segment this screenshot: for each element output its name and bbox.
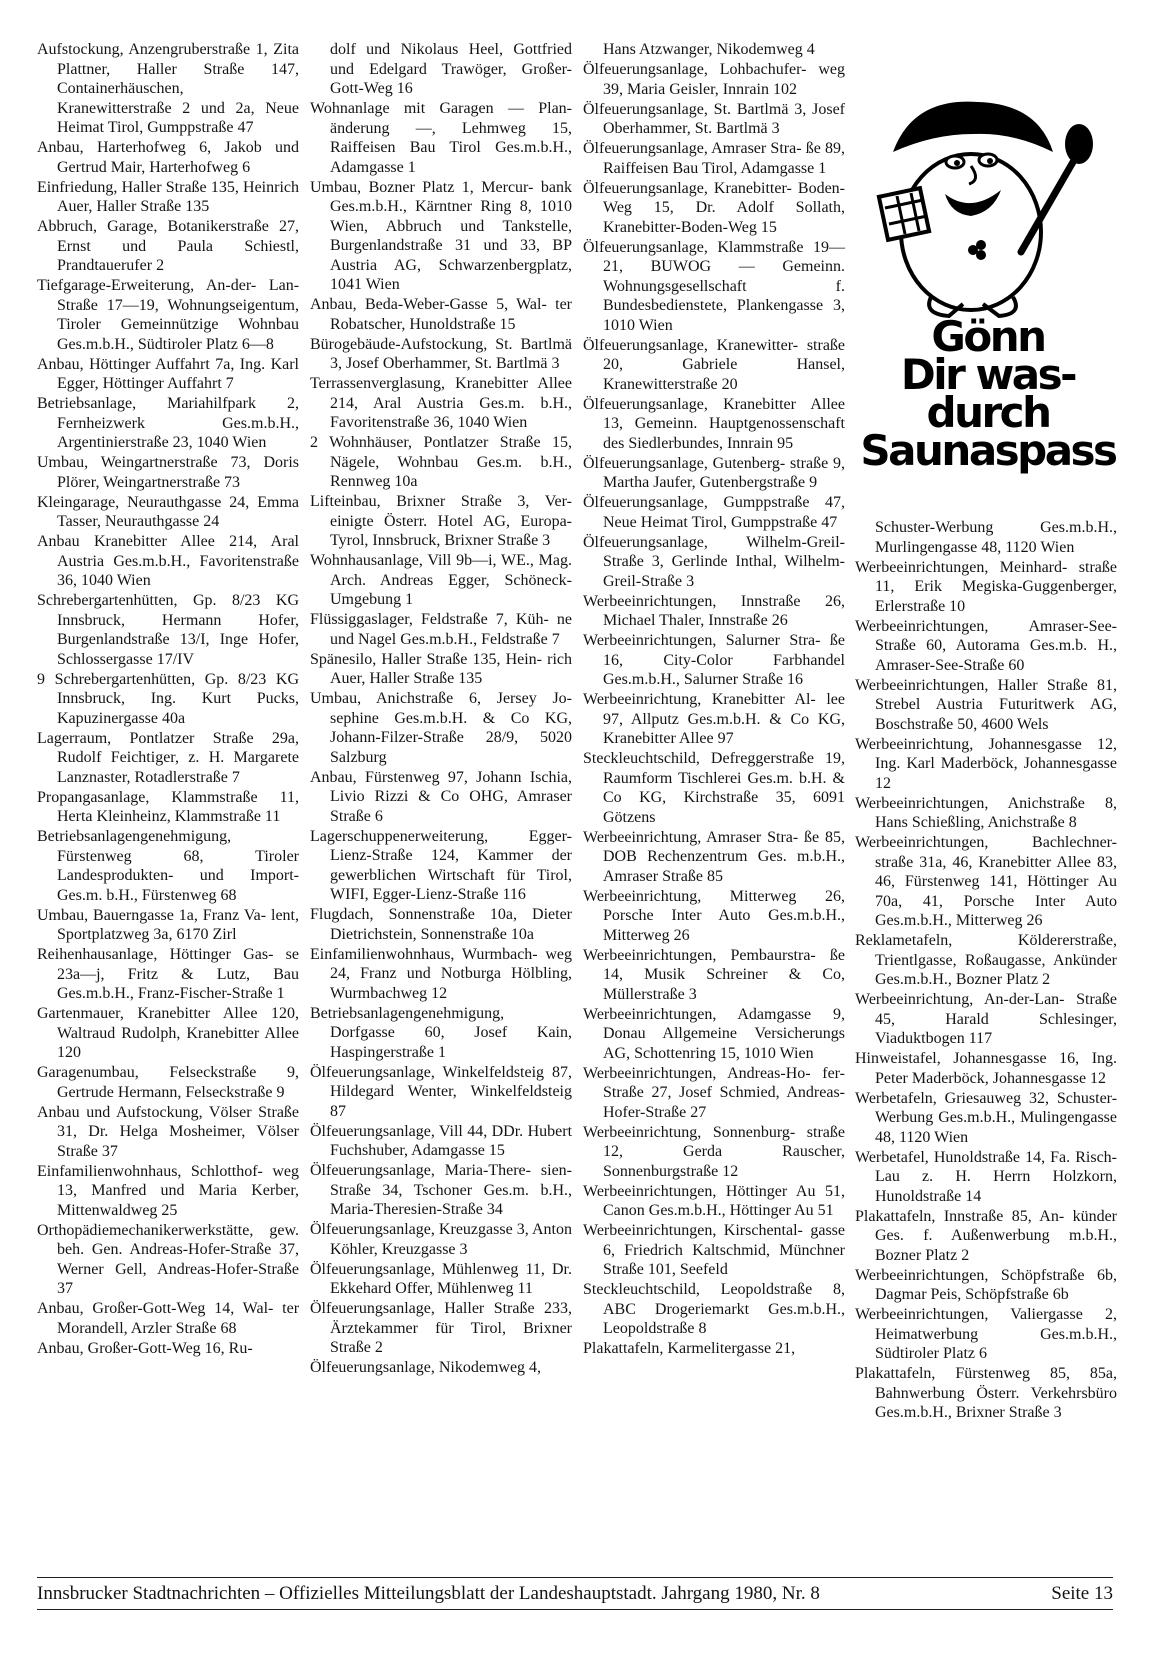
permit-entry: [583, 40, 845, 60]
column-4: [855, 518, 1117, 1423]
permit-entry: [310, 1358, 572, 1378]
entry-first-line: Werbeeinrichtungen, Andreas-Ho-: [583, 1064, 811, 1082]
entry-first-line: Werbeeinrichtung, Amraser Stra-: [583, 828, 799, 846]
slogan-line-2: Dir was-: [900, 350, 1076, 399]
entry-continuation: Trientlgasse, Roßaugasse, Ankünder Ges.m.b.H., Bozner Platz 2: [875, 951, 1117, 988]
permit-entry: [310, 178, 572, 295]
entry-first-line: Ölfeuerungsanlage, Gutenberg-: [583, 454, 786, 472]
entry-first-line: Werbeeinrichtung, An-der-Lan-: [855, 991, 1065, 1008]
entry-continuation: Ing. Peter Maderböck, Johannesgasse 12: [875, 1050, 1118, 1087]
entry-first-line: Anbau, Beda-Weber-Gasse 5, Wal-: [310, 296, 547, 313]
entry-first-line: Werbeeinrichtungen, Meinhard-: [855, 558, 1068, 576]
permit-entry: [310, 768, 572, 827]
entry-continuation: Boden-Weg 15, Dr. Adolf Sollath, Kranebitter-Boden-Weg 15: [603, 179, 845, 236]
entry-continuation: 19—21, BUWOG — Gemeinn. Wohnungsgesellschaft f. Bundesbedienstete, Plankengasse 3, 1010 Wien: [603, 238, 845, 334]
permit-entry: [37, 1103, 299, 1162]
permit-entry: [583, 179, 845, 238]
entry-first-line: Ölfeuerungsanlage, Haller Straße: [310, 1300, 535, 1317]
permit-entry: [855, 990, 1117, 1049]
entry-first-line: Ölfeuerungsanlage, Kranebitter-: [583, 179, 792, 197]
entry-first-line: Werbeeinrichtung, Kranebitter Al-: [583, 691, 816, 708]
entry-continuation: weg 39, Maria Geisler, Innrain 102: [603, 61, 846, 98]
entry-first-line: Einfamilienwohnhaus, Wurmbach-: [310, 945, 538, 963]
entry-continuation: straße 31a, 46, Kranebitter Allee 83, 46, Fürstenweg 141, Höttinger Au 70a, 41, Porsche Inter Auto Ges.m.b.H., Mitterweg 26: [875, 853, 1117, 929]
entry-continuation: sephine Ges.m.b.H. & Co KG, Johann-Filzer-Straße 28/9, 5020 Salzburg: [330, 709, 572, 766]
entry-first-line: Flüssiggaslager, Feldstraße 7, Küh-: [310, 611, 549, 628]
permit-entry: [37, 532, 299, 591]
permit-entry: [37, 178, 299, 217]
permit-entry: [310, 295, 572, 334]
entry-first-line: Aufstockung, Anzengruberstraße 1,: [37, 41, 268, 58]
permit-entry: [310, 492, 572, 551]
entry-continuation: se 23a—j, Fritz & Lutz, Bau Ges.m.b.H., Franz-Fischer-Straße 1: [57, 946, 299, 1002]
permit-entry: [310, 551, 572, 610]
permit-entry: [37, 1004, 299, 1063]
entry-continuation: Austria Ges.m.b.H., Favoritenstraße 36, 1040 Wien: [57, 552, 299, 589]
permit-entry: [37, 138, 299, 177]
entry-first-line: Ölfeuerungsanlage, Klammstraße: [583, 238, 804, 256]
entry-first-line: Anbau, Harterhofweg 6, Jakob: [37, 139, 262, 156]
entry-continuation: 15, Nägele, Wohnbau Ges.m. b.H., Rennweg 10a: [330, 434, 573, 490]
entry-continuation: Gertrude Hermann, Felseckstraße 9: [57, 1083, 285, 1101]
entry-continuation: Porsche Inter Auto Ges.m.b.H., Mitterweg 26: [603, 907, 845, 944]
permit-entry: [310, 1004, 572, 1063]
entry-first-line: Betriebsanlagengenehmigung,: [310, 1004, 505, 1022]
permit-entry: [855, 1148, 1117, 1207]
entry-first-line: Werbeeinrichtungen, Haller Straße: [855, 676, 1088, 694]
permit-entry: [855, 676, 1117, 735]
entry-continuation: Schuster-Werbung Ges.m.b.H., Murlingengasse 48, 1120 Wien: [875, 519, 1117, 556]
entry-first-line: Werbeeinrichtungen, Anichstraße: [855, 794, 1085, 812]
entry-continuation: Donau Allgemeine Versicherungs AG, Schottenring 15, 1010 Wien: [603, 1025, 845, 1062]
entry-continuation: 27, Ernst und Paula Schiestl, Prandtauerufer 2: [57, 218, 300, 274]
entry-continuation: 120, Waltraud Rudolph, Kranebitter Allee 120: [57, 1005, 300, 1061]
entry-first-line: Werbeeinrichtungen, Pembaurstra-: [583, 946, 816, 964]
entry-continuation: Dietrichstein, Sonnenstraße 10a: [330, 925, 534, 943]
entry-continuation: Anton Köhler, Kreuzgasse 3: [330, 1221, 572, 1258]
entry-continuation: Michael Thaler, Innstraße 26: [603, 612, 788, 629]
entry-first-line: Anbau, Fürstenweg 97, Johann: [310, 768, 522, 786]
entry-first-line: Werbeeinrichtung, Sonnenburg-: [583, 1123, 796, 1141]
entry-first-line: Werbeeinrichtungen, Amraser-See-: [855, 617, 1117, 635]
permit-entry: [583, 749, 845, 827]
permit-entry: [583, 139, 845, 178]
permit-entry: [37, 1299, 299, 1338]
entry-first-line: Anbau und Aufstockung, Völser: [37, 1103, 252, 1121]
entry-continuation: ße 16, City-Color Farbhandel Ges.m.b.H., Salurner Straße 16: [603, 632, 845, 688]
permit-entry: [855, 558, 1117, 617]
permit-entry: [310, 374, 572, 433]
permit-entry: [583, 100, 845, 139]
entry-first-line: Abbruch, Garage, Botanikerstraße: [37, 218, 269, 235]
entry-continuation: weg 24, Franz und Notburga Hölbling, Wurmbachweg 12: [330, 945, 573, 1002]
entry-first-line: Orthopädiemechanikerwerkstätte,: [37, 1221, 254, 1239]
permit-entry: [583, 592, 845, 631]
permit-entry: [37, 355, 299, 394]
permit-entry: [310, 1063, 572, 1122]
entry-first-line: Schrebergartenhütten, Gp. 8/23: [37, 592, 261, 609]
entry-first-line: Werbeeinrichtungen, Salurner Stra-: [583, 632, 821, 649]
entry-first-line: Tiefgarage-Erweiterung, An-der-: [37, 277, 257, 294]
entry-first-line: Ölfeuerungsanlage, Maria-There-: [310, 1162, 531, 1179]
entry-first-line: Wohnhausanlage, Vill 9b—i, WE.,: [310, 552, 534, 569]
entry-continuation: KG Innsbruck, Ing. Kurt Pucks, Kapuzinergasse 40a: [57, 670, 299, 727]
entry-continuation: 6b, Dagmar Peis, Schöpfstraße 6b: [875, 1266, 1117, 1303]
permit-entry: [310, 1260, 572, 1299]
permit-entry: [583, 1339, 845, 1359]
entry-first-line: Anbau, Großer-Gott-Weg 16, Ru-: [37, 1339, 253, 1357]
entry-continuation: Dorfgasse 60, Josef Kain, Haspingerstraße 1: [330, 1024, 572, 1061]
permit-entry: [310, 40, 572, 99]
entry-continuation: straße 20, Gabriele Hansel, Kranewitterstraße 20: [603, 336, 846, 393]
entry-first-line: Anbau, Großer-Gott-Weg 14, Wal-: [37, 1300, 274, 1317]
permit-entry: [310, 1161, 572, 1220]
entry-first-line: Umbau, Anichstraße 6, Jersey Jo-: [310, 690, 572, 707]
entry-continuation: Mag. Arch. Andreas Egger, Schöneck-Umgebung 1: [330, 552, 572, 608]
entry-first-line: Spänesilo, Haller Straße 135, Hein-: [310, 650, 542, 668]
permit-entry: [37, 729, 299, 788]
permit-entry: [583, 887, 845, 946]
permit-entry: [855, 518, 1117, 557]
entry-first-line: Flugdach, Sonnenstraße 10a, Dieter: [310, 906, 572, 923]
entry-continuation: Risch-Lau z. H. Herrn Holzkorn, Hunoldstraße 14: [875, 1148, 1117, 1205]
entry-continuation: Herta Kleinheinz, Klammstraße 11: [57, 808, 281, 825]
permit-entry: [583, 1123, 845, 1182]
entry-continuation: KG Innsbruck, Hermann Hofer, Burgenlandstraße 13/I, Inge Hofer, Schlossergasse 17/IV: [57, 592, 299, 668]
entry-first-line: Bürogebäude-Aufstockung, St.: [310, 335, 513, 353]
entry-continuation: lee 97, Allputz Ges.m.b.H. & Co KG, Kranebitter Allee 97: [603, 691, 845, 747]
entry-continuation: Ischia, Livio Rizzi & Co OHG, Amraser Straße 6: [330, 768, 573, 825]
entry-first-line: Werbeeinrichtung, Mitterweg 26,: [583, 887, 845, 905]
permit-entry: [37, 591, 299, 669]
entry-first-line: Ölfeuerungsanlage, Nikodemweg 4,: [310, 1359, 542, 1376]
entry-first-line: Ölfeuerungsanlage, Vill 44, DDr.: [310, 1122, 524, 1140]
permit-entry: [583, 336, 845, 395]
entry-continuation: 87, Hildegard Wenter, Winkelfeldsteig 87: [330, 1063, 572, 1120]
permit-entry: [37, 827, 299, 905]
entry-first-line: Hinweistafel, Johannesgasse 16,: [855, 1050, 1080, 1067]
permit-entry: [855, 1089, 1117, 1148]
entry-first-line: Ölfeuerungsanlage, St. Bartlmä 3,: [583, 100, 807, 118]
entry-continuation: lent, Sportplatzweg 3a, 6170 Zirl: [57, 906, 299, 943]
permit-entry: [310, 610, 572, 649]
entry-first-line: Betriebsanlage, Mariahilfpark 2,: [37, 395, 299, 412]
entry-continuation: Rudolf Feichtiger, z. H. Margarete Lanznaster, Rotadlerstraße 7: [57, 749, 299, 786]
permit-entry: [37, 1221, 299, 1299]
entry-continuation: einigte Österr. Hotel AG, Europa-Tyrol, Innsbruck, Brixner Straße 3: [330, 512, 572, 549]
footer-rule-bottom: [37, 1609, 1113, 1610]
sauna-mascot-illustration: [853, 92, 1113, 322]
permit-entry: [583, 395, 845, 454]
permit-entry: [583, 238, 845, 336]
entry-first-line: Reihenhausanlage, Höttinger Gas-: [37, 946, 274, 963]
entry-continuation: Fernheizwerk Ges.m.b.H., Argentinierstraße 23, 1040 Wien: [57, 414, 299, 451]
entry-first-line: Kleingarage, Neurauthgasse 24,: [37, 493, 250, 511]
entry-continuation: Lan-Straße 17—19, Wohnungseigentum, Tiroler Gemeinnützige Wohnbau Ges.m.b.H., Südtiroler Platz 6—8: [57, 277, 300, 353]
permit-entry: [310, 433, 572, 492]
entry-continuation: Straße 31, Dr. Helga Mosheimer, Völser Straße 37: [57, 1103, 300, 1160]
permit-entry: [37, 394, 299, 453]
entry-first-line: Werbeeinrichtungen, Höttinger Au: [583, 1182, 816, 1200]
entry-continuation: Bahnwerbung Österr. Verkehrsbüro Ges.m.b.H., Brixner Straße 3: [875, 1384, 1117, 1421]
permit-entry: [37, 1339, 299, 1359]
permit-entry: [583, 1280, 845, 1339]
permit-entry: [37, 217, 299, 276]
entry-first-line: Ölfeuerungsanlage, Mühlenweg 11,: [310, 1260, 545, 1278]
permit-entry: [583, 631, 845, 690]
permit-entry: [310, 827, 572, 905]
entry-continuation: 81, Strebel Austria Futuritwerk AG, Boschstraße 50, 4600 Wels: [875, 676, 1118, 733]
entry-continuation: Schuster-Werbung Ges.m.b.H., Mulingengasse 48, 1120 Wien: [875, 1089, 1118, 1146]
entry-continuation: und Gertrud Mair, Harterhofweg 6: [57, 139, 300, 176]
entry-first-line: Umbau, Bauerngasse 1a, Franz Va-: [37, 906, 267, 924]
entry-first-line: Werbeeinrichtungen, Valiergasse 2,: [855, 1306, 1117, 1323]
entry-continuation: Emma Tasser, Neurauthgasse 24: [57, 493, 299, 530]
slogan-line-1: Gönn: [931, 312, 1045, 361]
entry-first-line: Terrassenverglasung, Kranebitter: [310, 375, 529, 392]
sauna-slogan: [853, 312, 1123, 475]
entry-continuation: Allee 214, Aral Austria Ges.m. b.H., Favoritenstraße 36, 1040 Wien: [330, 375, 572, 431]
entry-first-line: Einfamilienwohnhaus, Schlotthof-: [37, 1162, 263, 1180]
entry-first-line: Steckleuchtschild, Defreggerstraße: [583, 750, 814, 767]
permit-entry: [583, 828, 845, 887]
slogan-line-3: durch: [926, 388, 1050, 437]
permit-entry: [583, 60, 845, 99]
entry-first-line: Ölfeuerungsanlage, Amraser Stra-: [583, 140, 802, 157]
entry-continuation: Ing. Karl Egger, Höttinger Auffahrt 7: [57, 355, 300, 392]
permit-entry: [855, 1207, 1117, 1266]
permit-entry: [37, 276, 299, 354]
permit-entry: [37, 906, 299, 945]
permit-entry: [583, 1005, 845, 1064]
entry-continuation: straße 12, Gerda Rauscher, Sonnenburgstraße 12: [603, 1123, 845, 1180]
entry-continuation: 51, Canon Ges.m.b.H., Höttinger Au 51: [603, 1182, 845, 1219]
permit-entry: [310, 905, 572, 944]
entry-first-line: Werbetafeln, Griesauweg 32,: [855, 1089, 1049, 1107]
entry-continuation: weg 13, Manfred und Maria Kerber, Mittenwaldweg 25: [57, 1162, 299, 1219]
entry-continuation: straße 9, Martha Jaufer, Gutenbergstraße 9: [603, 454, 845, 491]
permit-entry: [855, 1266, 1117, 1305]
entry-first-line: Werbeeinrichtungen, Innstraße 26,: [583, 592, 845, 610]
permit-entry: [855, 794, 1117, 833]
entry-first-line: Werbetafel, Hunoldstraße 14, Fa.: [855, 1148, 1071, 1166]
entry-first-line: Werbeeinrichtungen, Schöpfstraße: [855, 1266, 1085, 1284]
entry-continuation: 12, Ing. Karl Maderböck, Johannesgasse 12: [875, 735, 1117, 792]
entry-continuation: fer-Straße 27, Josef Schmied, Andreas-Hofer-Straße 27: [603, 1064, 845, 1121]
entry-first-line: Lagerschuppenerweiterung, Egger-: [310, 827, 572, 845]
entry-continuation: straße 11, Erik Megiska-Guggenberger, Erlerstraße 10: [875, 558, 1117, 615]
permit-entry: [310, 650, 572, 689]
permit-entry: [583, 1221, 845, 1280]
permit-entry: [310, 689, 572, 767]
permit-entry: [583, 1182, 845, 1221]
permit-entry: [583, 454, 845, 493]
permit-entry: [583, 1064, 845, 1123]
permit-entry: [855, 1305, 1117, 1364]
entry-continuation: Lienz-Straße 124, Kammer der gewerblichen Wirtschaft für Tirol, WIFI, Egger-Lienz-Straße 116: [330, 847, 572, 903]
entry-first-line: Umbau, Weingartnerstraße 73,: [37, 454, 251, 471]
entry-first-line: Propangasanlage, Klammstraße 11,: [37, 788, 299, 806]
entry-continuation: änderung —, Lehmweg 15, Raiffeisen Bau Tirol Ges.m.b.H., Adamgasse 1: [330, 119, 572, 176]
entry-first-line: Ölfeuerungsanlage, Wilhelm-Greil-: [583, 533, 845, 551]
entry-first-line: Werbeeinrichtungen, Adamgasse 9,: [583, 1005, 845, 1023]
entry-continuation: Straße 3, Gerlinde Inthal, Wilhelm-Greil-Straße 3: [603, 553, 845, 590]
entry-continuation: bank Ges.m.b.H., Kärntner Ring 8, 1010 Wien, Abbruch und Tankstelle, Burgenlandstraße 31 und 33, BP Austria AG, Schwarzenbergplatz, 1041 Wien: [330, 178, 572, 293]
entry-first-line: 2 Wohnhäuser, Pontlatzer Straße: [310, 434, 541, 451]
permit-entry: [855, 833, 1117, 931]
footer-publication-title: Innsbrucker Stadtnachrichten – Offizielles Mitteilungsblatt der Landeshauptstadt. Jahrgang 1980, Nr. 8: [37, 1583, 820, 1604]
entry-continuation: Doris Plörer, Weingartnerstraße 73: [57, 454, 300, 491]
entry-continuation: ABC Drogeriemarkt Ges.m.b.H., Leopoldstraße 8: [603, 1300, 845, 1337]
entry-first-line: Ölfeuerungsanlage, Kranewitter-: [583, 336, 799, 354]
entry-first-line: Wohnanlage mit Garagen — Plan-: [310, 100, 572, 117]
entry-first-line: Ölfeuerungsanlage, Kreuzgasse 3,: [310, 1221, 529, 1238]
entry-first-line: Werbeeinrichtungen, Kirschental-: [583, 1222, 803, 1239]
entry-continuation: Hubert Fuchshuber, Adamgasse 15: [330, 1122, 573, 1159]
entry-first-line: Garagenumbau, Felseckstraße 9,: [37, 1064, 299, 1081]
permit-entry: [583, 946, 845, 1005]
entry-first-line: Werbeeinrichtung, Johannesgasse: [855, 735, 1082, 753]
entry-continuation: künder Ges. f. Außenwerbung m.b.H., Bozner Platz 2: [875, 1207, 1117, 1264]
entry-first-line: Werbeeinrichtungen, Bachlechner-: [855, 834, 1117, 851]
permit-entry: [37, 945, 299, 1004]
entry-first-line: Betriebsanlagengenehmigung,: [37, 828, 232, 845]
permit-entry: [37, 493, 299, 532]
permit-entry: [855, 617, 1117, 676]
permit-entry: [583, 533, 845, 592]
entry-first-line: Umbau, Bozner Platz 1, Mercur-: [310, 178, 534, 196]
permit-entry: [37, 788, 299, 827]
permit-entry: [310, 335, 572, 374]
entry-continuation: gasse 6, Friedrich Kaltschmid, Münchner Straße 101, Seefeld: [603, 1222, 845, 1278]
entry-continuation: dolf und Nikolaus Heel, Gottfried und Edelgard Trawöger, Großer-Gott-Weg 16: [330, 41, 572, 97]
column-1: [37, 40, 299, 1359]
entry-continuation: 47, Neue Heimat Tirol, Gumppstraße 47: [603, 494, 845, 531]
entry-first-line: Anbau, Höttinger Auffahrt 7a,: [37, 355, 235, 373]
entry-first-line: Ölfeuerungsanlage, Lohbachufer-: [583, 61, 807, 78]
entry-first-line: Ölfeuerungsanlage, Winkelfeldsteig: [310, 1063, 545, 1081]
footer-rule-top: [37, 1577, 1113, 1578]
entry-continuation: Dr. Ekkehard Offer, Mühlenweg 11: [330, 1260, 572, 1297]
entry-first-line: Ölfeuerungsanlage, Kranebitter: [583, 395, 796, 413]
entry-continuation: ter Robatscher, Hunoldstraße 15: [330, 296, 572, 333]
entry-first-line: Plakattafeln, Karmelitergasse 21,: [583, 1340, 796, 1357]
permit-entry: [855, 1049, 1117, 1088]
permit-entry: [310, 99, 572, 177]
entry-first-line: Steckleuchtschild, Leopoldstraße 8,: [583, 1281, 845, 1298]
permit-entry: [37, 1162, 299, 1221]
entry-continuation: rich Auer, Haller Straße 135: [330, 650, 572, 687]
entry-first-line: Lifteinbau, Brixner Straße 3, Ver-: [310, 493, 572, 510]
entry-first-line: 9 Schrebergartenhütten, Gp. 8/23: [37, 670, 267, 688]
entry-continuation: 8, Hans Schießling, Anichstraße 8: [875, 794, 1117, 831]
column-3: [583, 40, 845, 1359]
entry-continuation: Zita Plattner, Haller Straße 147, Containerhäuschen, Kranewitterstraße 2 und 2a, Neue Heimat Tirol, Gumppstraße 47: [57, 41, 299, 136]
permit-entry: [583, 493, 845, 532]
slogan-line-4: Saunaspass: [860, 426, 1116, 475]
permit-entry: [37, 670, 299, 729]
entry-continuation: 233, Ärztekammer für Tirol, Brixner Straße 2: [330, 1300, 572, 1356]
entry-continuation: Allee 13, Gemeinn. Hauptgenossenschaft des Siedlerbundes, Innrain 95: [603, 395, 845, 452]
permit-entry: [37, 40, 299, 138]
entry-continuation: Hans Atzwanger, Nikodemweg 4: [603, 41, 815, 58]
entry-first-line: Plakattafeln, Innstraße 85, An-: [855, 1207, 1065, 1225]
entry-first-line: Ölfeuerungsanlage, Gumppstraße: [583, 494, 810, 511]
permit-entry: [37, 1063, 299, 1102]
entry-continuation: Heimatwerbung Ges.m.b.H., Südtiroler Platz 6: [875, 1325, 1117, 1362]
entry-first-line: Plakattafeln, Fürstenweg 85, 85a,: [855, 1365, 1117, 1382]
entry-continuation: ße 85, DOB Rechenzentrum Ges. m.b.H., Amraser Straße 85: [603, 828, 845, 885]
permit-entry: [855, 1364, 1117, 1423]
permit-entry: [37, 453, 299, 492]
permit-entry: [310, 945, 572, 1004]
entry-continuation: gew. beh. Gen. Andreas-Hofer-Straße 37, Werner Gell, Andreas-Hofer-Straße 37: [57, 1221, 299, 1297]
entry-first-line: Lagerraum, Pontlatzer Straße 29a,: [37, 729, 299, 747]
entry-continuation: ße 89, Raiffeisen Bau Tirol, Adamgasse 1: [603, 140, 845, 177]
entry-continuation: Bartlmä 3, Josef Oberhammer, St. Bartlmä 3: [330, 335, 572, 372]
entry-continuation: Straße 45, Harald Schlesinger, Viaduktbogen 117: [875, 991, 1118, 1047]
entry-continuation: ne und Nagel Ges.m.b.H., Feldstraße 7: [330, 611, 573, 648]
entry-first-line: Gartenmauer, Kranebitter Allee: [37, 1005, 258, 1022]
entry-continuation: ter Morandell, Arzler Straße 68: [57, 1300, 300, 1337]
entry-continuation: sien-Straße 34, Tschoner Ges.m. b.H., Maria-Theresien-Straße 34: [330, 1162, 573, 1218]
entry-continuation: 19, Raumform Tischlerei Ges.m. b.H. & Co KG, Kirchstraße 35, 6091 Götzens: [603, 750, 845, 826]
entry-continuation: ße 14, Musik Schreiner & Co, Müllerstraße 3: [603, 946, 846, 1003]
entry-first-line: Reklametafeln, Köldererstraße,: [855, 932, 1117, 949]
footer-page-number: Seite 13: [1051, 1583, 1113, 1604]
permit-entry: [310, 1299, 572, 1358]
entry-first-line: Anbau Kranebitter Allee 214, Aral: [37, 533, 299, 550]
entry-continuation: Heinrich Auer, Haller Straße 135: [57, 178, 299, 215]
permit-entry: [583, 690, 845, 749]
permit-entry: [855, 735, 1117, 794]
entry-continuation: Straße 60, Autorama Ges.m.b. H., Amraser-See-Straße 60: [875, 637, 1117, 674]
permit-entry: [310, 1122, 572, 1161]
permit-entry: [855, 931, 1117, 990]
column-2: [310, 40, 572, 1378]
permit-entry: [310, 1220, 572, 1259]
entry-continuation: Fürstenweg 68, Tiroler Landesprodukten- und Import-Ges.m. b.H., Fürstenweg 68: [57, 847, 299, 904]
entry-continuation: Josef Oberhammer, St. Bartlmä 3: [603, 100, 846, 137]
entry-first-line: Einfriedung, Haller Straße 135,: [37, 178, 239, 196]
